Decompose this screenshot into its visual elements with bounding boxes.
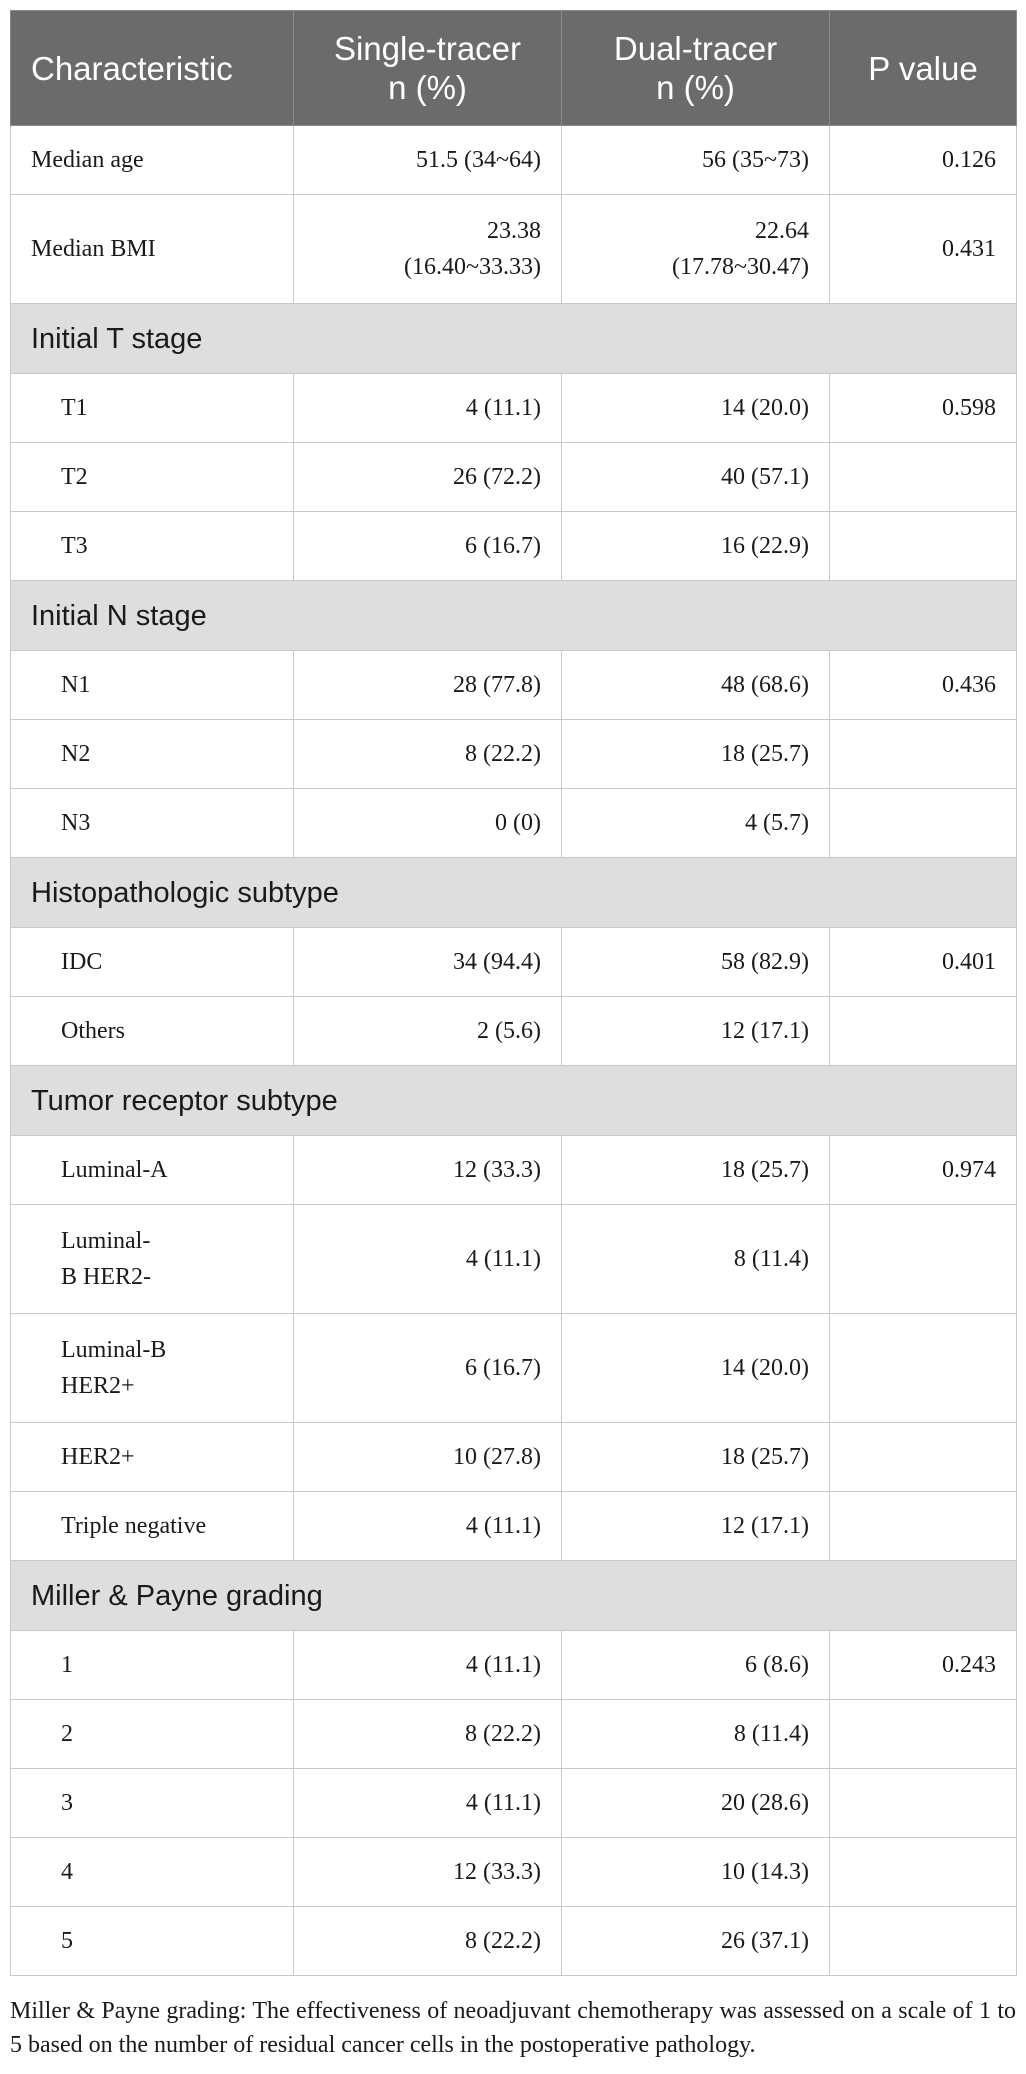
single-tracer-value (294, 1314, 562, 1423)
table-row (11, 1700, 1017, 1769)
dual-tracer-value (562, 443, 830, 512)
p-value (830, 1700, 1017, 1769)
header-row (11, 11, 1017, 126)
row-label-text: 3 (61, 1790, 73, 1816)
p-value (830, 126, 1017, 195)
single-tracer-value-text: 26 (72.2) (453, 464, 541, 490)
single-tracer-value-text: 2 (5.6) (477, 1018, 541, 1044)
p-value (830, 720, 1017, 789)
dual-tracer-value-text: 26 (37.1) (721, 1928, 809, 1954)
row-label-text: HER2+ (61, 1444, 135, 1470)
dual-tracer-value (562, 651, 830, 720)
section-title: Miller & Payne grading (11, 1561, 1017, 1631)
single-tracer-value (294, 443, 562, 512)
row-label-text: 2 (61, 1721, 73, 1747)
single-tracer-value (294, 1907, 562, 1976)
section-title: Tumor receptor subtype (11, 1066, 1017, 1136)
section-row (11, 304, 1017, 374)
row-label-text: N2 (61, 741, 91, 767)
characteristics-table (10, 10, 1017, 1976)
row-label (11, 1314, 294, 1423)
section-row (11, 858, 1017, 928)
row-label (11, 374, 294, 443)
section-title: Histopathologic subtype (11, 858, 1017, 928)
dual-tracer-value-text: 58 (82.9) (721, 949, 809, 975)
p-value-text: 0.401 (942, 949, 996, 975)
row-label-text: Triple negative (61, 1513, 207, 1539)
dual-tracer-value (562, 928, 830, 997)
section-row (11, 581, 1017, 651)
dual-tracer-value-text: 14 (20.0) (721, 1355, 809, 1381)
p-value (830, 1631, 1017, 1700)
dual-tracer-value-text: 8 (11.4) (733, 1721, 809, 1747)
single-tracer-value (294, 928, 562, 997)
row-label (11, 1700, 294, 1769)
p-value-text: 0.126 (942, 147, 996, 173)
row-label (11, 651, 294, 720)
row-label-text: 4 (61, 1859, 73, 1885)
single-tracer-value-text: 4 (11.1) (465, 395, 541, 421)
table-row (11, 928, 1017, 997)
p-value (830, 997, 1017, 1066)
table-row (11, 1907, 1017, 1976)
p-value (830, 651, 1017, 720)
dual-tracer-value (562, 1492, 830, 1561)
dual-tracer-value (562, 1136, 830, 1205)
dual-tracer-value-text: 18 (25.7) (721, 741, 809, 767)
table-row (11, 126, 1017, 195)
table-row (11, 443, 1017, 512)
p-value (830, 1907, 1017, 1976)
dual-tracer-value (562, 1423, 830, 1492)
single-tracer-value-text: 12 (33.3) (453, 1157, 541, 1183)
row-label (11, 1136, 294, 1205)
row-label (11, 789, 294, 858)
p-value (830, 1423, 1017, 1492)
single-tracer-value-text: 28 (77.8) (453, 672, 541, 698)
row-label (11, 1423, 294, 1492)
section-title: Initial N stage (11, 581, 1017, 651)
dual-tracer-value-text: 40 (57.1) (721, 464, 809, 490)
p-value-text: 0.431 (942, 236, 996, 262)
single-tracer-value-text: 0 (0) (495, 810, 541, 836)
dual-tracer-value (562, 997, 830, 1066)
table-row (11, 1769, 1017, 1838)
dual-tracer-value-text: 6 (8.6) (745, 1652, 809, 1678)
dual-tracer-value-text: 14 (20.0) (721, 395, 809, 421)
dual-tracer-value-text: 4 (5.7) (745, 810, 809, 836)
single-tracer-value (294, 997, 562, 1066)
dual-tracer-value (562, 1838, 830, 1907)
row-label-text: 1 (61, 1652, 73, 1678)
row-label (11, 126, 294, 195)
table-row (11, 789, 1017, 858)
single-tracer-value-text: 6 (16.7) (465, 1355, 541, 1381)
table-container (10, 10, 1016, 1976)
dual-tracer-value-text: 12 (17.1) (721, 1513, 809, 1539)
row-label (11, 1205, 294, 1314)
row-label-text: 5 (61, 1928, 73, 1954)
single-tracer-value (294, 1838, 562, 1907)
row-label (11, 1838, 294, 1907)
row-label-text: N1 (61, 672, 91, 698)
row-label-text: N3 (61, 810, 91, 836)
section-row (11, 1066, 1017, 1136)
dual-tracer-value-text: 18 (25.7) (721, 1444, 809, 1470)
table-header (11, 11, 1017, 126)
dual-tracer-value-text: 12 (17.1) (721, 1018, 809, 1044)
table-footnote: Miller & Payne grading: The effectiveness of neoadjuvant chemotherapy was assessed on a scale of 1 to 5 based on the number of residual cancer cells in the postoperative pathology. (10, 1998, 1016, 2058)
single-tracer-value (294, 1492, 562, 1561)
single-tracer-value (294, 195, 562, 304)
dual-tracer-value (562, 1631, 830, 1700)
table-row (11, 195, 1017, 304)
dual-tracer-value-text: 10 (14.3) (721, 1859, 809, 1885)
single-tracer-value-text: 23.38 (16.40~33.33) (404, 218, 541, 280)
header-dual-tracer: Dual-tracer n (%) (562, 11, 830, 126)
p-value (830, 1314, 1017, 1423)
p-value-text: 0.436 (942, 672, 996, 698)
single-tracer-value (294, 1423, 562, 1492)
p-value-text: 0.243 (942, 1652, 996, 1678)
dual-tracer-value-text: 56 (35~73) (702, 147, 809, 173)
row-label (11, 1769, 294, 1838)
single-tracer-value (294, 1631, 562, 1700)
header-single-tracer: Single-tracer n (%) (294, 11, 562, 126)
row-label (11, 195, 294, 304)
row-label-text: Median age (31, 147, 144, 173)
dual-tracer-value (562, 720, 830, 789)
row-label-text: IDC (61, 949, 103, 975)
single-tracer-value-text: 34 (94.4) (453, 949, 541, 975)
dual-tracer-value (562, 374, 830, 443)
p-value (830, 512, 1017, 581)
table-row (11, 1492, 1017, 1561)
single-tracer-value (294, 374, 562, 443)
p-value (830, 1205, 1017, 1314)
single-tracer-value-text: 4 (11.1) (465, 1246, 541, 1272)
p-value-text: 0.598 (942, 395, 996, 421)
table-row (11, 1423, 1017, 1492)
single-tracer-value (294, 126, 562, 195)
table-row (11, 1314, 1017, 1423)
p-value (830, 789, 1017, 858)
single-tracer-value (294, 789, 562, 858)
row-label-text: Luminal-B HER2+ (61, 1337, 167, 1399)
dual-tracer-value (562, 126, 830, 195)
single-tracer-value (294, 1700, 562, 1769)
dual-tracer-value (562, 1205, 830, 1314)
table-row (11, 1205, 1017, 1314)
table-row (11, 374, 1017, 443)
dual-tracer-value (562, 789, 830, 858)
single-tracer-value-text: 10 (27.8) (453, 1444, 541, 1470)
p-value-text: 0.974 (942, 1157, 996, 1183)
row-label-text: T2 (61, 464, 88, 490)
dual-tracer-value-text: 20 (28.6) (721, 1790, 809, 1816)
row-label-text: Others (61, 1018, 125, 1044)
single-tracer-value-text: 51.5 (34~64) (416, 147, 541, 173)
p-value (830, 1769, 1017, 1838)
row-label (11, 512, 294, 581)
row-label (11, 443, 294, 512)
table-row (11, 512, 1017, 581)
p-value (830, 195, 1017, 304)
row-label (11, 720, 294, 789)
table-row (11, 1631, 1017, 1700)
single-tracer-value-text: 8 (22.2) (465, 1721, 541, 1747)
single-tracer-value (294, 1769, 562, 1838)
single-tracer-value (294, 651, 562, 720)
p-value (830, 443, 1017, 512)
dual-tracer-value-text: 18 (25.7) (721, 1157, 809, 1183)
dual-tracer-value (562, 1314, 830, 1423)
p-value (830, 1136, 1017, 1205)
row-label (11, 1907, 294, 1976)
single-tracer-value-text: 6 (16.7) (465, 533, 541, 559)
single-tracer-value-text: 4 (11.1) (465, 1790, 541, 1816)
p-value (830, 1492, 1017, 1561)
row-label-text: Luminal- B HER2- (61, 1228, 151, 1290)
row-label-text: T1 (61, 395, 88, 421)
table-row (11, 1838, 1017, 1907)
single-tracer-value (294, 720, 562, 789)
p-value (830, 928, 1017, 997)
dual-tracer-value (562, 512, 830, 581)
dual-tracer-value-text: 8 (11.4) (733, 1246, 809, 1272)
row-label (11, 997, 294, 1066)
section-row (11, 1561, 1017, 1631)
table-row (11, 651, 1017, 720)
table-body (11, 126, 1017, 1976)
dual-tracer-value (562, 195, 830, 304)
single-tracer-value (294, 1205, 562, 1314)
table-row (11, 997, 1017, 1066)
row-label-text: Luminal-A (61, 1157, 168, 1183)
header-characteristic: Characteristic (11, 11, 294, 126)
table-row (11, 1136, 1017, 1205)
single-tracer-value-text: 8 (22.2) (465, 741, 541, 767)
single-tracer-value-text: 12 (33.3) (453, 1859, 541, 1885)
table-row (11, 720, 1017, 789)
section-title: Initial T stage (11, 304, 1017, 374)
row-label-text: T3 (61, 533, 88, 559)
dual-tracer-value (562, 1700, 830, 1769)
single-tracer-value-text: 4 (11.1) (465, 1513, 541, 1539)
row-label (11, 1492, 294, 1561)
row-label-text: Median BMI (31, 236, 156, 262)
dual-tracer-value-text: 22.64 (17.78~30.47) (672, 218, 809, 280)
p-value (830, 1838, 1017, 1907)
single-tracer-value (294, 512, 562, 581)
p-value (830, 374, 1017, 443)
row-label (11, 1631, 294, 1700)
dual-tracer-value (562, 1769, 830, 1838)
row-label (11, 928, 294, 997)
single-tracer-value-text: 8 (22.2) (465, 1928, 541, 1954)
dual-tracer-value (562, 1907, 830, 1976)
single-tracer-value-text: 4 (11.1) (465, 1652, 541, 1678)
header-p-value: P value (830, 11, 1017, 126)
dual-tracer-value-text: 16 (22.9) (721, 533, 809, 559)
dual-tracer-value-text: 48 (68.6) (721, 672, 809, 698)
single-tracer-value (294, 1136, 562, 1205)
